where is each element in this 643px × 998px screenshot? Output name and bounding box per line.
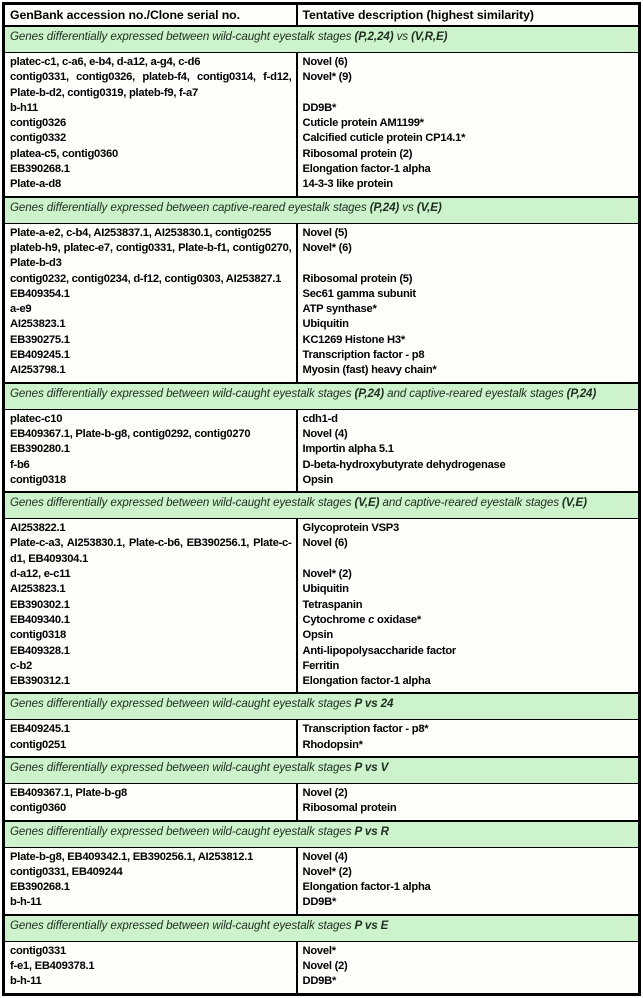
accession-cell: EB390268.1 [4,162,297,177]
description-cell: Elongation factor-1 alpha [302,675,431,688]
section-title: Genes differentially expressed between captive-reared eyestalk stages (P,24) vs (V,E) [4,197,640,224]
accession-cell: d-a12, e-c11 [4,567,297,582]
table-row [4,333,640,348]
table-row [4,941,640,959]
section-header-row [4,757,640,784]
table-row [4,720,640,738]
table-row [4,162,640,177]
table-row [4,302,640,317]
description-cell: Ribosomal protein [302,802,397,815]
description-cell: Novel (4) [302,850,348,863]
section-header-row [4,26,640,53]
table-row [4,131,640,146]
description-cell: Novel (2) [302,960,348,973]
accession-cell: EB409328.1 [4,644,297,659]
table-row [4,348,640,363]
table-row [4,409,640,427]
accession-cell: EB409340.1 [4,613,297,628]
accession-cell: EB409245.1 [4,348,297,363]
section-header-row [4,915,640,942]
accession-cell: b-h-11 [4,895,297,914]
accession-cell: AI253822.1 [4,519,297,537]
table-row [4,427,640,442]
description-cell: Novel (5) [302,226,348,239]
table-row [4,959,640,974]
table-row [4,847,640,865]
accession-cell: platec-c10 [4,409,297,427]
table-row [4,317,640,332]
differential-expression-table [2,2,641,996]
description-cell: DD9B* [302,896,337,909]
table-row [4,801,640,820]
accession-cell: b-h-11 [4,974,297,994]
section-header-row [4,383,640,410]
accession-cell: plateb-h9, platec-e7, contig0331, Plate-b-f1, contig0270, Plate-b-d3 [4,241,297,272]
table-row [4,880,640,895]
accession-cell: f-e1, EB409378.1 [4,959,297,974]
description-cell: Novel* (2) [302,865,352,878]
table-row [4,598,640,613]
accession-cell: EB390268.1 [4,880,297,895]
table-row [4,363,640,382]
description-cell: Novel* [302,944,336,957]
table-row [4,644,640,659]
section-title: Genes differentially expressed between wild-caught eyestalk stages (P,24) and captive-reared eyestalk stages (P,24) [4,383,640,410]
description-cell: Novel (2) [302,786,348,799]
table-row [4,287,640,302]
table-row [4,223,640,241]
accession-cell: platea-c5, contig0360 [4,147,297,162]
description-cell: Rhodopsin* [302,738,363,751]
section-title: Genes differentially expressed between wild-caught eyestalk stages (V,E) and captive-reared eyestalk stages (V,E) [4,492,640,519]
accession-cell: AI253823.1 [4,317,297,332]
description-cell: Anti-lipopolysaccharide factor [302,644,457,657]
section-header-row [4,197,640,224]
description-cell: Ribosomal protein (2) [302,147,413,160]
accession-cell: Plate-a-d8 [4,177,297,196]
accession-cell: a-e9 [4,302,297,317]
description-cell: D-beta-hydroxybutyrate dehydrogenase [302,458,506,471]
description-cell: Novel* (2) [302,568,352,581]
description-cell: Elongation factor-1 alpha [302,881,431,894]
section-header-row [4,693,640,720]
table-header-row [4,4,640,27]
section-header-row [4,492,640,519]
accession-cell: EB409367.1, Plate-b-g8 [4,783,297,801]
accession-cell: f-b6 [4,458,297,473]
table-row [4,70,640,101]
description-cell: Ubiquitin [302,318,349,331]
description-cell: Elongation factor-1 alpha [302,163,431,176]
description-cell: Novel (4) [302,427,348,440]
table-row [4,674,640,693]
accession-cell: EB390312.1 [4,674,297,693]
accession-cell: EB390280.1 [4,442,297,457]
table-row [4,101,640,116]
table-row [4,442,640,457]
description-cell: Ferritin [302,659,340,672]
accession-cell: contig0318 [4,628,297,643]
table-row [4,613,640,628]
accession-cell: Plate-a-e2, c-b4, AI253837.1, AI253830.1, contig0255 [4,223,297,241]
column-header-description: Tentative description (highest similarity) [297,4,640,27]
accession-cell: contig0332 [4,131,297,146]
column-header-accession: GenBank accession no./Clone serial no. [4,4,297,27]
description-cell: DD9B* [302,975,337,988]
accession-cell: contig0251 [4,738,297,757]
description-cell: 14-3-3 like protein [302,178,393,191]
section-title: Genes differentially expressed between wild-caught eyestalk stages P vs E [4,915,640,942]
description-cell: Transcription factor - p8 [302,349,425,362]
description-cell: Calcified cuticle protein CP14.1* [302,132,466,145]
description-cell: Opsin [302,473,333,486]
description-cell: Novel (6) [302,537,348,550]
description-cell: Glycoprotein VSP3 [302,522,399,535]
accession-cell: contig0232, contig0234, d-f12, contig0303, AI253827.1 [4,272,297,287]
accession-cell: contig0331 [4,941,297,959]
table-row [4,738,640,757]
table-row [4,519,640,537]
table-row [4,783,640,801]
table-row [4,458,640,473]
accession-cell: contig0360 [4,801,297,820]
document-page [0,2,643,996]
accession-cell: EB409245.1 [4,720,297,738]
description-cell: Transcription factor - p8* [302,723,429,736]
description-cell: Novel* (6) [302,241,352,254]
table-row [4,473,640,492]
table-row [4,177,640,196]
section-title: Genes differentially expressed between wild-caught eyestalk stages P vs R [4,821,640,848]
accession-cell: c-b2 [4,659,297,674]
table-row [4,974,640,994]
accession-cell: contig0326 [4,116,297,131]
table-row [4,628,640,643]
table-body [4,26,640,994]
description-cell: Sec61 gamma subunit [302,287,416,300]
description-cell: KC1269 Histone H3* [302,333,405,346]
accession-cell: Plate-b-g8, EB409342.1, EB390256.1, AI253812.1 [4,847,297,865]
table-row [4,241,640,272]
description-cell: cdh1-d [302,412,338,425]
table-row [4,272,640,287]
accession-cell: AI253798.1 [4,363,297,382]
description-cell: DD9B* [302,101,337,114]
accession-cell: AI253823.1 [4,582,297,597]
description-cell: Importin alpha 5.1 [302,443,394,456]
description-cell: Ubiquitin [302,583,349,596]
section-header-row [4,821,640,848]
accession-cell: Plate-c-a3, AI253830.1, Plate-c-b6, EB390256.1, Plate-c-d1, EB409304.1 [4,536,297,567]
accession-cell: b-h11 [4,101,297,116]
accession-cell: EB409367.1, Plate-b-g8, contig0292, contig0270 [4,427,297,442]
accession-cell: contig0331, EB409244 [4,865,297,880]
description-cell: Cuticle protein AM1199* [302,117,424,130]
description-cell: Novel* (9) [302,71,352,84]
table-row [4,147,640,162]
table-row [4,536,640,567]
accession-cell: contig0318 [4,473,297,492]
description-cell: Myosin (fast) heavy chain* [302,364,437,377]
description-cell: Tetraspanin [302,598,363,611]
table-row [4,582,640,597]
table-row [4,659,640,674]
accession-cell: contig0331, contig0326, plateb-f4, contig0314, f-d12, Plate-b-d2, contig0319, plateb-f9, f-a7 [4,70,297,101]
table-row [4,567,640,582]
description-cell: Opsin [302,629,333,642]
accession-cell: EB390302.1 [4,598,297,613]
accession-cell: platec-c1, c-a6, e-b4, d-a12, a-g4, c-d6 [4,53,297,71]
table-row [4,53,640,71]
section-title: Genes differentially expressed between wild-caught eyestalk stages P vs 24 [4,693,640,720]
description-cell: ATP synthase* [302,303,377,316]
description-cell: Novel (6) [302,56,348,68]
accession-cell: EB390275.1 [4,333,297,348]
description-cell: Ribosomal protein (5) [302,272,413,285]
table-row [4,865,640,880]
section-title: Genes differentially expressed between wild-caught eyestalk stages (P,2,24) vs (V,R,E) [4,26,640,53]
description-cell: Cytochrome c oxidase* [302,613,422,626]
section-title: Genes differentially expressed between wild-caught eyestalk stages P vs V [4,757,640,784]
accession-cell: EB409354.1 [4,287,297,302]
table-row [4,116,640,131]
table-row [4,895,640,914]
